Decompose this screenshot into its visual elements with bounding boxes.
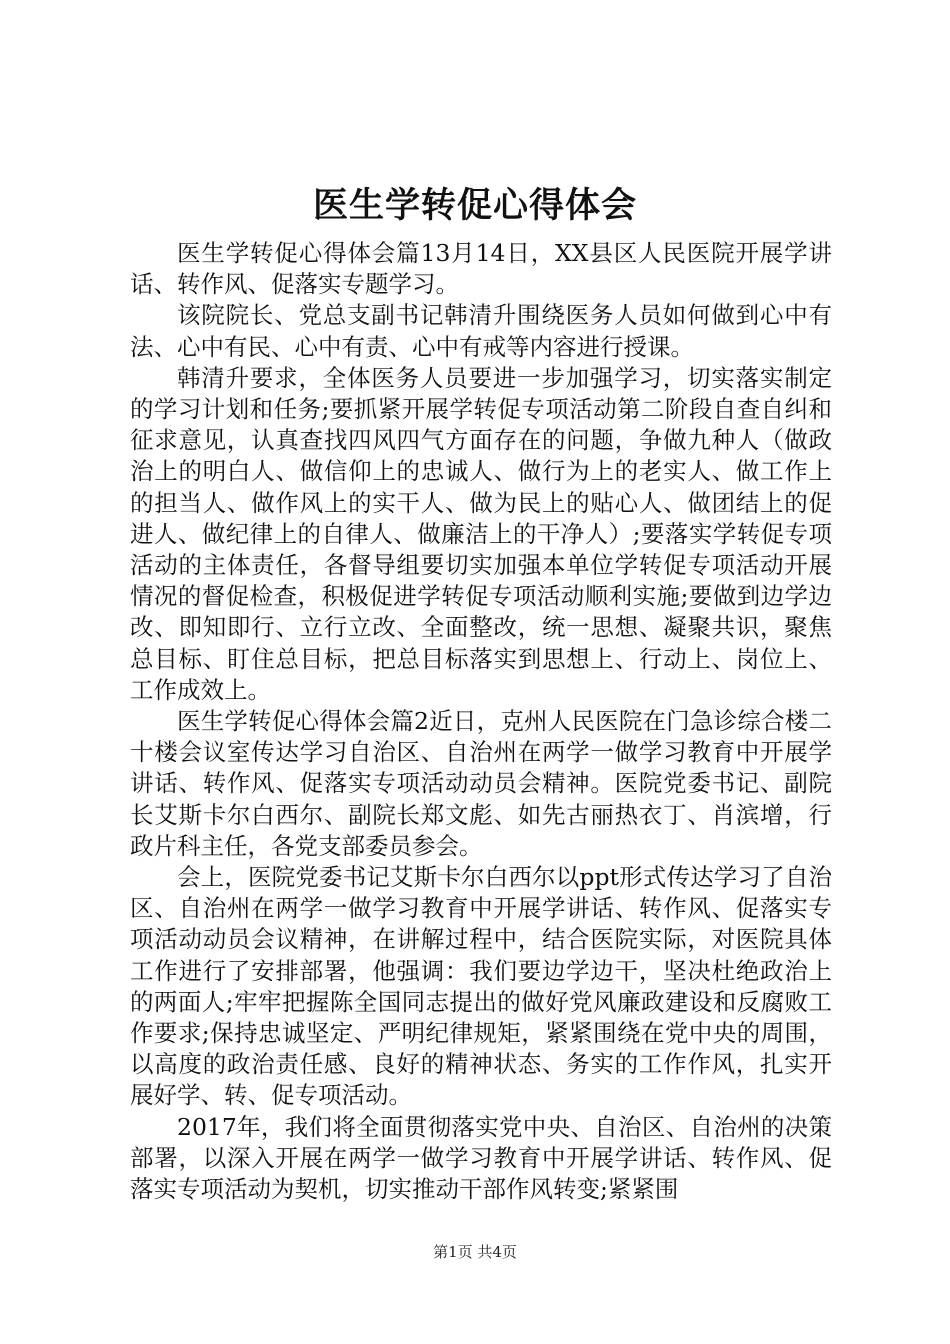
paragraph-1: 医生学转促心得体会篇13月14日，XX县区人民医院开展学讲话、转作风、促落实专题学习。	[130, 239, 832, 299]
paragraph-4: 医生学转促心得体会篇2近日，克州人民医院在门急诊综合楼二十楼会议室传达学习自治区、自治州在两学一做学习教育中开展学讲话、转作风、促落实专项活动动员会精神。医院党委书记、副院长艾斯卡尔白西尔、副院长郑文彪、如先古丽热衣丁、肖滨增，行政片科主任，各党支部委员参会。	[130, 707, 832, 860]
paragraph-3: 韩清升要求，全体医务人员要进一步加强学习，切实落实制定的学习计划和任务;要抓紧开展学转促专项活动第二阶段自查自纠和征求意见，认真查找四风四气方面存在的问题，争做九种人（做政治上的明白人、做信仰上的忠诚人、做行为上的老实人、做工作上的担当人、做作风上的实干人、做为民上的贴心人、做团结上的促进人、做纪律上的自律人、做廉洁上的干净人）;要落实学转促专项活动的主体责任，各督导组要切实加强本单位学转促专项活动开展情况的督促检查，积极促进学转促专项活动顺利实施;要做到边学边改、即知即行、立行立改、全面整改，统一思想、凝聚共识，聚焦总目标、盯住总目标，把总目标落实到思想上、行动上、岗位上、工作成效上。	[130, 363, 832, 704]
document-body	[130, 238, 832, 1205]
paragraph-6: 2017年，我们将全面贯彻落实党中央、自治区、自治州的决策部署，以深入开展在两学一做学习教育中开展学讲话、转作风、促落实专项活动为契机，切实推动干部作风转变;紧紧围	[130, 1112, 832, 1204]
page-footer: 第1页 共4页	[433, 1243, 517, 1261]
paragraph-2: 该院院长、党总支副书记韩清升围绕医务人员如何做到心中有法、心中有民、心中有责、心中有戒等内容进行授课。	[130, 301, 832, 361]
paragraph-5: 会上，医院党委书记艾斯卡尔白西尔以ppt形式传达学习了自治区、自治州在两学一做学习教育中开展学讲话、转作风、促落实专项活动动员会议精神，在讲解过程中，结合医院实际，对医院具体工作进行了安排部署，他强调：我们要边学边干，坚决杜绝政治上的两面人;牢牢把握陈全国同志提出的做好党风廉政建设和反腐败工作要求;保持忠诚坚定、严明纪律规矩，紧紧围绕在党中央的周围，以高度的政治责任感、良好的精神状态、务实的工作作风，扎实开展好学、转、促专项活动。	[130, 863, 832, 1110]
document-title: 医生学转促心得体会	[312, 185, 637, 226]
